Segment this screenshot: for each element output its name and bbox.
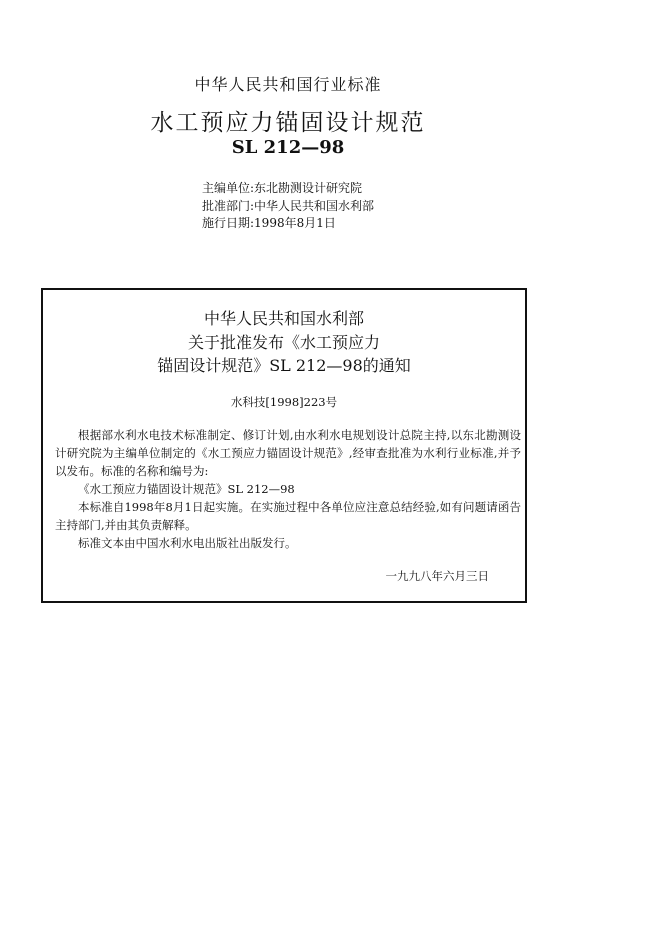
effective-date: 施行日期:1998年8月1日 [202, 216, 336, 230]
notice-title-line1: 关于批准发布《水工预应力 [187, 333, 380, 352]
notice-date: 一九九八年六月三日 [385, 569, 489, 583]
standard-code: SL 212—98 [231, 137, 345, 158]
document-title: 水工预应力锚固设计规范 [150, 110, 426, 136]
notice-issuer: 中华人民共和国水利部 [203, 309, 364, 328]
approval-department: 批准部门:中华人民共和国水利部 [202, 199, 375, 213]
notice-title-line2: 锚固设计规范》SL 212—98的通知 [157, 356, 411, 375]
notice-doc-number: 水科技[1998]223号 [230, 395, 338, 409]
notice-body [55, 426, 521, 552]
notice-paragraph: 本标准自1998年8月1日起实施。在实施过程中各单位应注意总结经验,如有问题请函告主持部门,并由其负责解释。 [55, 500, 521, 532]
notice-paragraph: 《水工预应力锚固设计规范》SL 212—98 [78, 482, 295, 496]
notice-paragraph: 标准文本由中国水利水电出版社出版发行。 [78, 536, 297, 550]
industry-standard-label: 中华人民共和国行业标准 [194, 75, 382, 94]
notice-paragraph: 根据部水利水电技术标准制定、修订计划,由水利水电规划设计总院主持,以东北勘测设计研究院为主编单位制定的《水工预应力锚固设计规范》,经审查批准为水利行业标准,并予以发布。标准的名称和编号为: [55, 428, 521, 478]
approval-notice [41, 288, 527, 603]
editor-unit: 主编单位:东北勘测设计研究院 [202, 181, 363, 195]
